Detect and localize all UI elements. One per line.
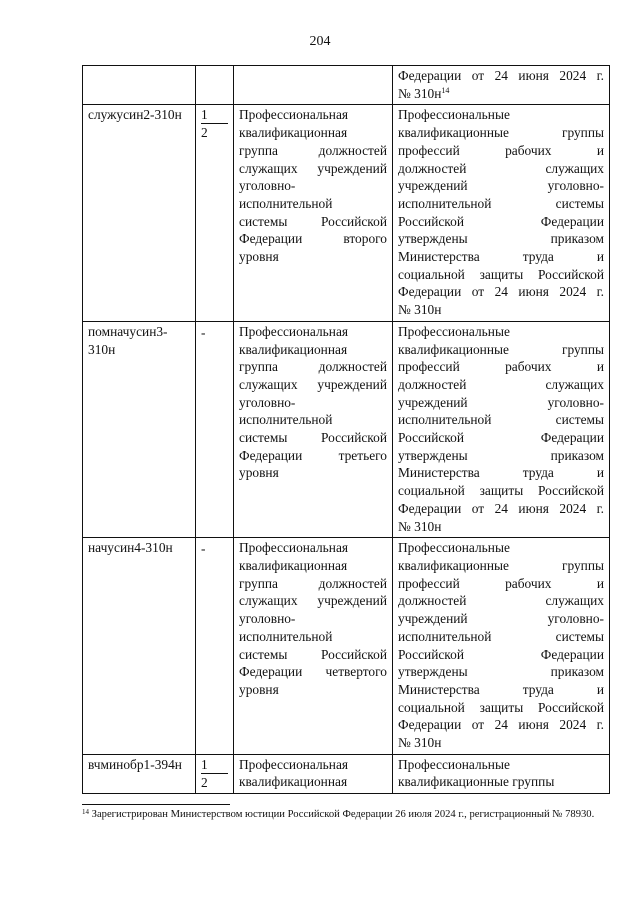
text-line: профессий рабочих и xyxy=(398,359,604,375)
text-line: исполнительной xyxy=(239,412,333,428)
text-line: квалификационные группы xyxy=(398,341,604,357)
text-line: квалификационные группы xyxy=(398,774,555,790)
text-line: Профессиональная xyxy=(239,756,349,772)
text-line: Федерации от 24 июня 2024 г. xyxy=(398,717,604,733)
text-line: группа должностей xyxy=(239,359,387,375)
text-line: Профессиональные xyxy=(398,540,510,556)
text-line xyxy=(398,85,604,103)
level-cell xyxy=(196,105,234,321)
text-line: исполнительной системы xyxy=(398,195,604,211)
text-line: квалификационные группы xyxy=(398,557,604,573)
text-line: служащих учреждений xyxy=(239,593,387,609)
level-cell xyxy=(196,321,234,537)
footnote-marker: 14 xyxy=(82,808,89,816)
text-line: учреждений уголовно- xyxy=(398,178,604,194)
text-line: Федерации третьего xyxy=(239,447,387,463)
level-number: 1 xyxy=(201,107,208,123)
text-line: служащих учреждений xyxy=(239,160,387,176)
text-line: системы Российской xyxy=(239,646,387,662)
footnote-ref: 14 xyxy=(441,85,450,95)
text-line: Федерации второго xyxy=(239,231,387,247)
text-line: учреждений уголовно- xyxy=(398,611,604,627)
table-row xyxy=(83,321,610,537)
text-line: исполнительной системы xyxy=(398,628,604,644)
text-line: квалификационная xyxy=(239,125,348,141)
text-line: квалификационные группы xyxy=(398,125,604,141)
text-line: служащих учреждений xyxy=(239,376,387,392)
table-row xyxy=(83,754,610,793)
group-name-cell xyxy=(234,321,393,537)
text-line: Федерации четвертого xyxy=(239,664,387,680)
text-line: уровня xyxy=(239,465,279,481)
text-line: Министерства труда и xyxy=(398,465,604,481)
text-line: квалификационная xyxy=(239,557,348,573)
text-line: исполнительной xyxy=(239,195,333,211)
text-line: должностей служащих xyxy=(398,376,604,392)
text-line: Профессиональные xyxy=(398,756,510,772)
text-line: Министерства труда и xyxy=(398,681,604,697)
text-line: системы Российской xyxy=(239,213,387,229)
text-line: исполнительной xyxy=(239,628,333,644)
level-number: 2 xyxy=(201,773,228,791)
order-number: № 310н xyxy=(398,85,442,101)
text-line: Профессиональные xyxy=(398,107,510,123)
text-line: утверждены приказом xyxy=(398,231,604,247)
text-line: уровня xyxy=(239,249,279,265)
text-line: Федерации от 24 июня 2024 г. xyxy=(398,500,604,516)
code-cell: вчминобр1-394н xyxy=(83,754,196,793)
basis-cell xyxy=(393,66,610,105)
text-line: группа должностей xyxy=(239,575,387,591)
text-line: уровня xyxy=(239,681,279,697)
text-line: Профессиональная xyxy=(239,540,349,556)
text-line: группа должностей xyxy=(239,142,387,158)
level-cell xyxy=(196,538,234,754)
text-line: учреждений уголовно- xyxy=(398,394,604,410)
text-line: Федерации от 24 июня 2024 г. xyxy=(398,284,604,300)
text-line: должностей служащих xyxy=(398,593,604,609)
footnote xyxy=(82,808,609,821)
level-number: - xyxy=(201,324,206,340)
code-cell: помначусин3-310н xyxy=(83,321,196,537)
text-line: № 310н xyxy=(398,735,442,751)
level-cell xyxy=(196,754,234,793)
text-line: утверждены приказом xyxy=(398,447,604,463)
text-line: уголовно- xyxy=(239,611,296,627)
text-line: должностей служащих xyxy=(398,160,604,176)
text-line: системы Российской xyxy=(239,430,387,446)
text-line: Федерации от 24 июня 2024 г. xyxy=(398,68,604,83)
text-line: квалификационная xyxy=(239,774,348,790)
group-name-cell xyxy=(234,105,393,321)
basis-cell xyxy=(393,321,610,537)
text-line: № 310н xyxy=(398,518,442,534)
level-number: 1 xyxy=(201,756,208,772)
group-name-cell xyxy=(234,66,393,105)
basis-cell xyxy=(393,754,610,793)
basis-cell xyxy=(393,538,610,754)
level-cell xyxy=(196,66,234,105)
text-line: уголовно- xyxy=(239,394,296,410)
text-line: № 310н xyxy=(398,302,442,318)
group-name-cell xyxy=(234,538,393,754)
page-number: 204 xyxy=(309,34,331,49)
code-cell: служусин2-310н xyxy=(83,105,196,321)
table-row xyxy=(83,66,610,105)
text-line: квалификационная xyxy=(239,341,348,357)
classification-table xyxy=(82,65,610,794)
table-row xyxy=(83,105,610,321)
code-cell: начусин4-310н xyxy=(83,538,196,754)
text-line: Российской Федерации xyxy=(398,646,604,662)
text-line: утверждены приказом xyxy=(398,664,604,680)
text-line: социальной защиты Российской xyxy=(398,699,604,715)
level-number: 2 xyxy=(201,123,228,141)
text-line: профессий рабочих и xyxy=(398,142,604,158)
text-line: Российской Федерации xyxy=(398,430,604,446)
level-number: - xyxy=(201,541,206,557)
text-line: исполнительной системы xyxy=(398,412,604,428)
text-line: Профессиональная xyxy=(239,107,349,123)
table-row xyxy=(83,538,610,754)
text-line: социальной защиты Российской xyxy=(398,483,604,499)
text-line: Профессиональные xyxy=(398,323,510,339)
basis-cell xyxy=(393,105,610,321)
code-cell xyxy=(83,66,196,105)
text-line: социальной защиты Российской xyxy=(398,266,604,282)
text-line: уголовно- xyxy=(239,178,296,194)
text-line: профессий рабочих и xyxy=(398,575,604,591)
footnote-text: Зарегистрирован Министерством юстиции Российской Федерации 26 июля 2024 г., регистрационный № 78930. xyxy=(91,809,595,820)
footnote-separator xyxy=(82,804,230,805)
text-line: Профессиональная xyxy=(239,323,349,339)
text-line: Российской Федерации xyxy=(398,213,604,229)
text-line: Министерства труда и xyxy=(398,249,604,265)
group-name-cell xyxy=(234,754,393,793)
